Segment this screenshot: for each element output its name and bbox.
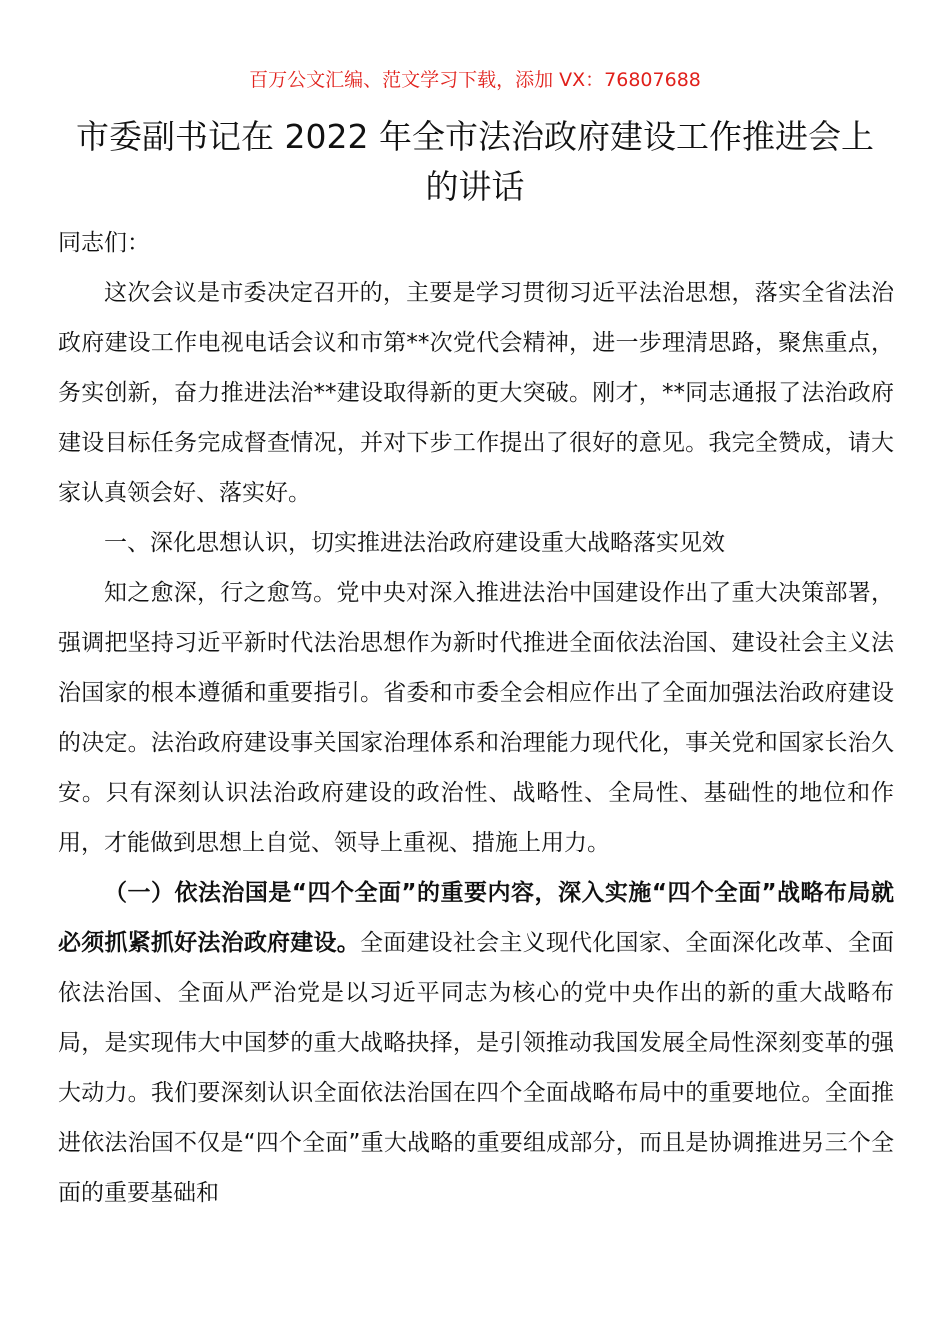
paragraph-intro: 这次会议是市委决定召开的，主要是学习贯彻习近平法治思想，落实全省法治政府建设工作电视电话会议和市第**次党代会精神，进一步理清思路，聚焦重点，务实创新，奋力推进法治**建设取得新的更大突破。刚才，**同志通报了法治政府建设目标任务完成督查情况，并对下步工作提出了很好的意见。我完全赞成，请大家认真领会好、落实好。 — [58, 280, 894, 506]
subsection-heading: （一）依法治国是“四个全面”的重要内容，深入实施“四个全面”战略布局就必须抓紧抓好法治政府建设。 — [58, 880, 894, 956]
paragraph-subsection-1 — [58, 868, 894, 1218]
header-watermark-note: 百万公文汇编、范文学习下载，添加 VX：76807688 — [249, 69, 701, 91]
salutation: 同志们： — [58, 230, 150, 256]
section-heading: 一、深化思想认识，切实推进法治政府建设重大战略落实见效 — [104, 530, 725, 556]
paragraph-section-1: 知之愈深，行之愈笃。党中央对深入推进法治中国建设作出了重大决策部署，强调把坚持习近平新时代法治思想作为新时代推进全面依法治国、建设社会主义法治国家的根本遵循和重要指引。省委和市委全会相应作出了全面加强法治政府建设的决定。法治政府建设事关国家治理体系和治理能力现代化，事关党和国家长治久安。只有深刻认识法治政府建设的政治性、战略性、全局性、基础性的地位和作用，才能做到思想上自觉、领导上重视、措施上用力。 — [58, 580, 894, 856]
document-body — [58, 218, 894, 1218]
subsection-text: 全面建设社会主义现代化国家、全面深化改革、全面依法治国、全面从严治党是以习近平同志为核心的党中央作出的新的重大战略布局，是实现伟大中国梦的重大战略抉择，是引领推动我国发展全局性深刻变革的强大动力。我们要深刻认识全面依法治国在四个全面战略布局中的重要地位。全面推进依法治国不仅是“四个全面”重大战略的重要组成部分，而且是协调推进另三个全面的重要基础和 — [58, 930, 895, 1206]
page-title: 市委副书记在 2022 年全市法治政府建设工作推进会上的讲话 — [76, 117, 874, 206]
